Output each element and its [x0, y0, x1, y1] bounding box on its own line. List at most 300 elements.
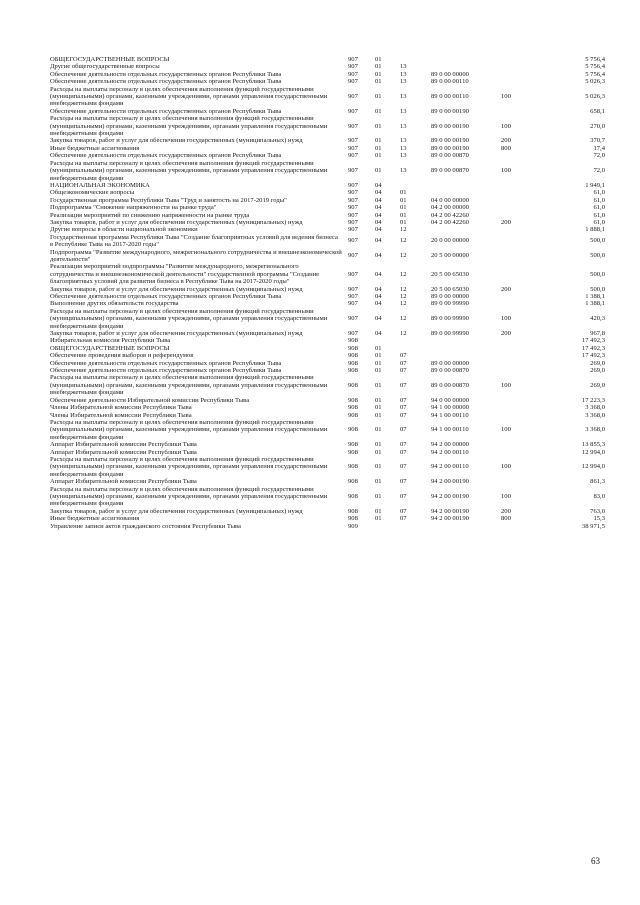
target-article-cell: 89 0 00 99990 [431, 300, 469, 308]
row-name-cell: Аппарат Избирательной комиссии Республики Тыва [50, 441, 197, 449]
row-name-cell: Обеспечение деятельности отдельных государственных органов Республики Тыва [50, 70, 282, 78]
target-article-cell: 89 0 00 00000 [431, 359, 469, 367]
target-article-cell: 89 0 00 00000 [431, 70, 469, 78]
ministry-code-cell: 908 [348, 352, 358, 360]
subsection-code-cell [400, 56, 431, 63]
expense-type-cell [501, 263, 539, 285]
ministry-code-cell: 908 [348, 396, 358, 404]
section-code-cell: 01 [375, 411, 382, 419]
expense-type-cell [501, 441, 539, 448]
target-article-cell: 89 0 00 00190 [431, 122, 469, 130]
subsection-code-cell: 07 [400, 352, 407, 360]
subsection-code-cell: 01 [400, 218, 407, 226]
section-code-cell: 04 [375, 270, 382, 278]
subsection-code-cell: 12 [400, 300, 407, 308]
amount-cell: 5 756,4 [585, 63, 605, 71]
ministry-code-cell: 907 [348, 226, 358, 234]
table-row [50, 145, 605, 152]
ministry-code-cell: 908 [348, 507, 358, 515]
section-code-cell: 01 [375, 492, 382, 500]
target-article-cell: 94 2 00 00190 [431, 507, 469, 515]
expense-type-cell [501, 204, 539, 211]
amount-cell: 61,0 [593, 189, 605, 197]
target-article-cell: 89 0 00 00870 [431, 167, 469, 175]
target-article-cell [431, 63, 501, 70]
ministry-code-cell: 907 [348, 315, 358, 323]
ministry-code-cell: 907 [348, 196, 358, 204]
section-code-cell: 01 [375, 56, 382, 63]
ministry-code-cell: 908 [348, 367, 358, 375]
ministry-code-cell: 907 [348, 107, 358, 115]
target-article-cell: 89 0 00 00190 [431, 137, 469, 145]
subsection-code-cell: 13 [400, 122, 407, 130]
expense-type-cell: 100 [501, 93, 511, 101]
table-row [50, 63, 605, 70]
subsection-code-cell: 07 [400, 381, 407, 389]
section-code-cell: 01 [375, 137, 382, 145]
section-code-cell: 01 [375, 70, 382, 78]
expense-type-cell: 800 [501, 144, 511, 152]
subsection-code-cell [400, 345, 431, 352]
row-name-cell: Аппарат Избирательной комиссии Республики Тыва [50, 448, 197, 456]
subsection-code-cell: 01 [400, 211, 407, 219]
expense-type-cell [501, 523, 539, 530]
subsection-code-cell: 13 [400, 107, 407, 115]
row-name-cell: Обеспечение деятельности отдельных государственных органов Республики Тыва [50, 367, 282, 375]
section-code-cell [375, 523, 400, 530]
expense-type-cell [501, 226, 539, 233]
amount-cell: 12 994,0 [581, 463, 605, 471]
section-code-cell: 04 [375, 315, 382, 323]
expense-type-cell [501, 300, 539, 307]
section-code-cell: 04 [375, 330, 382, 338]
subsection-code-cell: 07 [400, 359, 407, 367]
table-row [50, 108, 605, 115]
row-name-cell: Выполнение других обязательств государства [50, 300, 179, 308]
ministry-code-cell: 907 [348, 293, 358, 300]
target-article-cell: 04 0 00 00000 [431, 196, 469, 204]
ministry-code-cell: 907 [348, 167, 358, 175]
expense-type-cell [501, 152, 539, 159]
subsection-code-cell: 12 [400, 252, 407, 260]
expense-type-cell [501, 404, 539, 411]
amount-cell: 5 756,4 [585, 56, 605, 63]
ministry-code-cell: 907 [348, 63, 358, 71]
table-row [50, 234, 605, 249]
subsection-code-cell: 07 [400, 396, 407, 404]
expense-type-cell: 200 [501, 218, 511, 226]
amount-cell: 15,3 [593, 515, 605, 523]
subsection-code-cell: 07 [400, 478, 407, 486]
amount-cell: 61,0 [593, 204, 605, 212]
expense-type-cell [501, 56, 539, 63]
ministry-code-cell: 907 [348, 270, 358, 278]
amount-cell: 269,0 [590, 367, 605, 375]
expense-type-cell: 100 [501, 463, 511, 471]
section-code-cell: 01 [375, 352, 382, 360]
expense-type-cell [501, 367, 539, 374]
amount-cell: 500,0 [590, 252, 605, 260]
ministry-code-cell: 907 [348, 204, 358, 212]
subsection-code-cell: 12 [400, 315, 407, 323]
amount-cell: 500,0 [590, 270, 605, 278]
amount-cell: 658,1 [590, 107, 605, 115]
table-row [50, 197, 605, 204]
expense-type-cell: 200 [501, 330, 511, 338]
ministry-code-cell: 908 [348, 344, 358, 352]
subsection-code-cell: 01 [400, 196, 407, 204]
subsection-code-cell: 07 [400, 463, 407, 471]
ministry-code-cell: 907 [348, 330, 358, 338]
amount-cell: 72,0 [593, 152, 605, 160]
target-article-cell: 94 2 00 00190 [431, 515, 469, 523]
amount-cell: 3 368,0 [585, 426, 605, 434]
row-name-cell: Государственная программа Республики Тыва "Труд и занятость на 2017-2019 годы" [50, 196, 287, 204]
target-article-cell: 94 2 00 00110 [431, 463, 469, 471]
row-name-cell: Иные бюджетные ассигнования [50, 515, 140, 523]
subsection-code-cell: 07 [400, 411, 407, 419]
target-article-cell [431, 337, 501, 344]
target-article-cell: 94 0 00 00000 [431, 396, 469, 404]
page-number: 63 [591, 856, 600, 866]
table-row [50, 352, 605, 359]
subsection-code-cell: 07 [400, 492, 407, 500]
table-row [50, 397, 605, 404]
target-article-cell: 94 1 00 00110 [431, 426, 469, 434]
expense-type-cell [501, 345, 539, 352]
section-code-cell: 04 [375, 196, 382, 204]
target-article-cell [431, 182, 501, 189]
table-row [50, 441, 605, 448]
subsection-code-cell: 12 [400, 237, 407, 245]
section-code-cell: 04 [375, 252, 382, 260]
row-name-cell: Расходы на выплаты персоналу в целях обеспечения выполнения функций государственными (муниципальными) органами, казенными учреждениями, органами управления государственными внебюджетными фондами [50, 485, 328, 508]
ministry-code-cell: 907 [348, 56, 358, 63]
expense-type-cell: 200 [501, 507, 511, 515]
amount-cell: 763,0 [590, 507, 605, 515]
table-row [50, 86, 605, 108]
table-row [50, 419, 605, 441]
row-name-cell: Обеспечение деятельности отдельных государственных органов Республики Тыва [50, 107, 282, 115]
row-name-cell: Другие общегосударственные вопросы [50, 63, 160, 71]
row-name-cell: Закупка товаров, работ и услуг для обеспечения государственных (муниципальных) нужд [50, 218, 303, 226]
row-name-cell: Управление записи актов гражданского состояния Республики Тыва [50, 522, 241, 530]
table-row [50, 360, 605, 367]
amount-cell: 17 223,3 [581, 396, 605, 404]
ministry-code-cell: 909 [348, 522, 358, 530]
table-row [50, 152, 605, 159]
row-name-cell: Государственная программа Республики Тыва "Создание благоприятных условий для ведения бизнеса в Республике Тыва на 2017-2020 годы" [50, 233, 338, 249]
section-code-cell: 04 [375, 293, 382, 300]
target-article-cell [431, 345, 501, 352]
row-name-cell: Обеспечение деятельности отдельных государственных органов Республики Тыва [50, 359, 282, 367]
expense-type-cell: 800 [501, 515, 511, 523]
section-code-cell: 04 [375, 211, 382, 219]
section-code-cell: 04 [375, 226, 382, 234]
section-code-cell: 04 [375, 218, 382, 226]
row-name-cell: Закупка товаров, работ и услуг для обеспечения государственных (муниципальных) нужд [50, 330, 303, 338]
subsection-code-cell: 01 [400, 204, 407, 212]
table-row [50, 508, 605, 515]
table-row [50, 249, 605, 264]
expense-type-cell [501, 352, 539, 359]
ministry-code-cell: 907 [348, 144, 358, 152]
ministry-code-cell: 907 [348, 285, 358, 293]
expense-type-cell: 100 [501, 426, 511, 434]
expense-type-cell [501, 397, 539, 404]
amount-cell: 5 756,4 [585, 70, 605, 78]
target-article-cell: 04 2 00 42260 [431, 211, 469, 219]
table-row [50, 212, 605, 219]
target-article-cell: 94 1 00 00110 [431, 411, 469, 419]
target-article-cell: 94 2 00 00000 [431, 441, 469, 449]
section-code-cell: 01 [375, 478, 382, 486]
subsection-code-cell: 12 [400, 226, 407, 234]
ministry-code-cell: 907 [348, 152, 358, 160]
section-code-cell: 01 [375, 152, 382, 160]
amount-cell: 269,0 [590, 381, 605, 389]
table-row [50, 226, 605, 233]
ministry-code-cell: 908 [348, 515, 358, 523]
table-row [50, 449, 605, 456]
subsection-code-cell: 13 [400, 137, 407, 145]
row-name-cell: Расходы на выплаты персоналу в целях обеспечения выполнения функций государственными (муниципальными) органами, казенными учреждениями, органами управления государственными внебюджетными фондами [50, 307, 328, 330]
table-row [50, 189, 605, 196]
subsection-code-cell: 12 [400, 285, 407, 293]
amount-cell: 72,0 [593, 167, 605, 175]
row-name-cell: Другие вопросы в области национальной экономики [50, 226, 198, 234]
section-code-cell: 01 [375, 122, 382, 130]
target-article-cell [431, 352, 501, 359]
subsection-code-cell: 07 [400, 367, 407, 375]
subsection-code-cell: 12 [400, 293, 407, 300]
expense-type-cell [501, 78, 539, 85]
target-article-cell: 94 2 00 00110 [431, 448, 469, 456]
subsection-code-cell: 01 [400, 189, 407, 197]
amount-cell: 61,0 [593, 218, 605, 226]
section-code-cell: 01 [375, 448, 382, 456]
target-article-cell: 94 1 00 00000 [431, 404, 469, 412]
budget-table-body [50, 56, 605, 530]
amount-cell: 1 888,1 [585, 226, 605, 234]
target-article-cell: 20 5 00 65030 [431, 270, 469, 278]
amount-cell: 12 994,0 [581, 448, 605, 456]
table-row [50, 115, 605, 137]
table-row [50, 308, 605, 330]
expense-type-cell: 100 [501, 492, 511, 500]
amount-cell: 1 388,1 [585, 300, 605, 308]
amount-cell: 17 492,3 [581, 352, 605, 360]
section-code-cell: 04 [375, 285, 382, 293]
row-name-cell: Обеспечение деятельности Избирательной комиссии Республики Тыва [50, 396, 250, 404]
subsection-code-cell: 13 [400, 144, 407, 152]
row-name-cell: Расходы на выплаты персоналу в целях обеспечения выполнения функций государственными (муниципальными) органами, казенными учреждениями, органами управления государственными внебюджетными фондами [50, 159, 328, 182]
expense-type-cell [501, 337, 539, 344]
section-code-cell: 01 [375, 507, 382, 515]
ministry-code-cell: 907 [348, 300, 358, 308]
expense-type-cell [501, 212, 539, 219]
row-name-cell: Закупка товаров, работ и услуг для обеспечения государственных (муниципальных) нужд [50, 507, 303, 515]
table-row [50, 374, 605, 396]
ministry-code-cell: 907 [348, 252, 358, 260]
row-name-cell: Расходы на выплаты персоналу в целях обеспечения выполнения функций государственными (муниципальными) органами, казенными учреждениями, органами управления государственными внебюджетными фондами [50, 455, 328, 478]
table-row [50, 412, 605, 419]
amount-cell: 5 026,3 [585, 93, 605, 101]
section-code-cell: 01 [375, 63, 382, 71]
subsection-code-cell: 07 [400, 441, 407, 449]
ministry-code-cell: 907 [348, 70, 358, 78]
ministry-code-cell: 907 [348, 218, 358, 226]
target-article-cell: 89 0 00 00110 [431, 78, 469, 86]
amount-cell: 61,0 [593, 211, 605, 219]
section-code-cell: 01 [375, 463, 382, 471]
target-article-cell: 20 5 00 65030 [431, 285, 469, 293]
target-article-cell: 94 2 00 00190 [431, 478, 469, 486]
amount-cell: 17 492,3 [581, 337, 605, 345]
table-row [50, 300, 605, 307]
ministry-code-cell: 908 [348, 441, 358, 449]
row-name-cell: ОБЩЕГОСУДАРСТВЕННЫЕ ВОПРОСЫ [50, 56, 170, 63]
subsection-code-cell [400, 182, 431, 189]
table-row [50, 286, 605, 293]
budget-table [50, 56, 605, 530]
ministry-code-cell: 908 [348, 411, 358, 419]
ministry-code-cell: 908 [348, 337, 358, 345]
amount-cell: 1 949,1 [585, 181, 605, 189]
amount-cell: 13 855,3 [581, 441, 605, 449]
table-row [50, 182, 605, 189]
section-code-cell: 01 [375, 396, 382, 404]
target-article-cell: 89 0 00 00190 [431, 144, 469, 152]
section-code-cell: 04 [375, 300, 382, 308]
target-article-cell: 20 5 00 00000 [431, 252, 469, 260]
target-article-cell: 04 2 00 42260 [431, 218, 469, 226]
subsection-code-cell: 07 [400, 515, 407, 523]
amount-cell: 967,8 [590, 330, 605, 338]
target-article-cell [431, 189, 501, 196]
expense-type-cell [501, 71, 539, 78]
subsection-code-cell: 13 [400, 63, 407, 71]
row-name-cell: Подпрограмма "Развитие международного, межрегионального сотрудничества и внешнеэкономической деятельности" [50, 248, 342, 263]
section-code-cell [375, 337, 400, 344]
table-row [50, 486, 605, 508]
section-code-cell: 01 [375, 381, 382, 389]
table-row [50, 337, 605, 344]
expense-type-cell: 100 [501, 315, 511, 323]
row-name-cell: ОБЩЕГОСУДАРСТВЕННЫЕ ВОПРОСЫ [50, 344, 170, 352]
expense-type-cell [501, 108, 539, 115]
table-row [50, 367, 605, 374]
subsection-code-cell: 07 [400, 448, 407, 456]
section-code-cell: 01 [375, 359, 382, 367]
table-row [50, 456, 605, 478]
row-name-cell: Закупка товаров, работ и услуг для обеспечения государственных (муниципальных) нужд [50, 285, 303, 293]
expense-type-cell [501, 234, 539, 249]
amount-cell: 370,7 [590, 137, 605, 145]
amount-cell: 3 368,0 [585, 404, 605, 412]
target-article-cell [431, 226, 501, 233]
amount-cell: 3 368,0 [585, 411, 605, 419]
subsection-code-cell: 07 [400, 507, 407, 515]
row-name-cell: Обеспечение деятельности отдельных государственных органов Республики Тыва [50, 152, 282, 160]
row-name-cell: Обеспечение проведения выборов и референдумов [50, 352, 194, 360]
row-name-cell: Члены Избирательной комиссии Республики Тыва [50, 404, 192, 412]
subsection-code-cell: 13 [400, 78, 407, 86]
section-code-cell: 01 [375, 404, 382, 412]
row-name-cell: Расходы на выплаты персоналу в целях обеспечения выполнения функций государственными (муниципальными) органами, казенными учреждениями, органами управления государственными внебюджетными фондами [50, 85, 328, 108]
expense-type-cell [501, 449, 539, 456]
target-article-cell: 89 0 00 00190 [431, 107, 469, 115]
amount-cell: 270,0 [590, 122, 605, 130]
target-article-cell: 89 0 00 00870 [431, 381, 469, 389]
ministry-code-cell: 908 [348, 426, 358, 434]
target-article-cell: 89 0 00 00870 [431, 152, 469, 160]
expense-type-cell [501, 249, 539, 264]
ministry-code-cell: 908 [348, 448, 358, 456]
table-row [50, 219, 605, 226]
amount-cell: 500,0 [590, 237, 605, 245]
ministry-code-cell: 907 [348, 181, 358, 189]
expense-type-cell [501, 293, 539, 300]
amount-cell: 1 388,1 [585, 293, 605, 300]
section-code-cell: 01 [375, 107, 382, 115]
row-name-cell: Члены Избирательной комиссии Республики Тыва [50, 411, 192, 419]
ministry-code-cell: 908 [348, 359, 358, 367]
row-name-cell: Расходы на выплаты персоналу в целях обеспечения выполнения функций государственными (муниципальными) органами, казенными учреждениями, органами управления государственными внебюджетными фондами [50, 115, 328, 138]
amount-cell: 17 492,3 [581, 344, 605, 352]
subsection-code-cell: 07 [400, 426, 407, 434]
section-code-cell: 01 [375, 78, 382, 86]
expense-type-cell [501, 63, 539, 70]
target-article-cell: 20 0 00 00000 [431, 237, 469, 245]
table-row [50, 263, 605, 285]
ministry-code-cell: 907 [348, 237, 358, 245]
expense-type-cell: 100 [501, 167, 511, 175]
amount-cell: 83,0 [593, 492, 605, 500]
row-name-cell: Обеспечение деятельности отдельных государственных органов Республики Тыва [50, 78, 282, 86]
row-name-cell: Аппарат Избирательной комиссии Республики Тыва [50, 478, 197, 486]
target-article-cell [431, 56, 501, 63]
target-article-cell: 89 0 00 00110 [431, 93, 469, 101]
amount-cell: 269,0 [590, 359, 605, 367]
amount-cell: 5 026,3 [585, 78, 605, 86]
subsection-code-cell: 12 [400, 330, 407, 338]
section-code-cell: 04 [375, 237, 382, 245]
table-row [50, 330, 605, 337]
subsection-code-cell [400, 337, 431, 344]
amount-cell: 61,0 [593, 196, 605, 204]
ministry-code-cell: 908 [348, 404, 358, 412]
row-name-cell: Реализация мероприятий подпрограммы "Развитие международного, межрегионального сотрудничества и внешнеэкономической деятельности" государственной программы "Создание благоприятных условий для развития бизнеса в Республике Тыва на 2017-2020 годы" [50, 263, 320, 286]
row-name-cell: Расходы на выплаты персоналу в целях обеспечения выполнения функций государственными (муниципальными) органами, казенными учреждениями, органами управления государственными внебюджетными фондами [50, 418, 328, 441]
section-code-cell: 01 [375, 144, 382, 152]
row-name-cell: Общеэкономические вопросы [50, 189, 135, 197]
ministry-code-cell: 908 [348, 492, 358, 500]
target-article-cell: 89 0 00 00000 [431, 293, 469, 300]
amount-cell: 17,4 [593, 144, 605, 152]
row-name-cell: Расходы на выплаты персоналу в целях обеспечения выполнения функций государственными (муниципальными) органами, казенными учреждениями, органами управления государственными внебюджетными фондами [50, 374, 328, 397]
row-name-cell: НАЦИОНАЛЬНАЯ ЭКОНОМИКА [50, 181, 150, 189]
subsection-code-cell: 13 [400, 93, 407, 101]
section-code-cell: 01 [375, 167, 382, 175]
subsection-code-cell: 13 [400, 167, 407, 175]
section-code-cell: 01 [375, 426, 382, 434]
row-name-cell: Реализация мероприятий по снижению напряженности на рынке труда [50, 211, 250, 219]
ministry-code-cell: 908 [348, 463, 358, 471]
table-row [50, 71, 605, 78]
table-row [50, 293, 605, 300]
section-code-cell: 04 [375, 181, 382, 189]
